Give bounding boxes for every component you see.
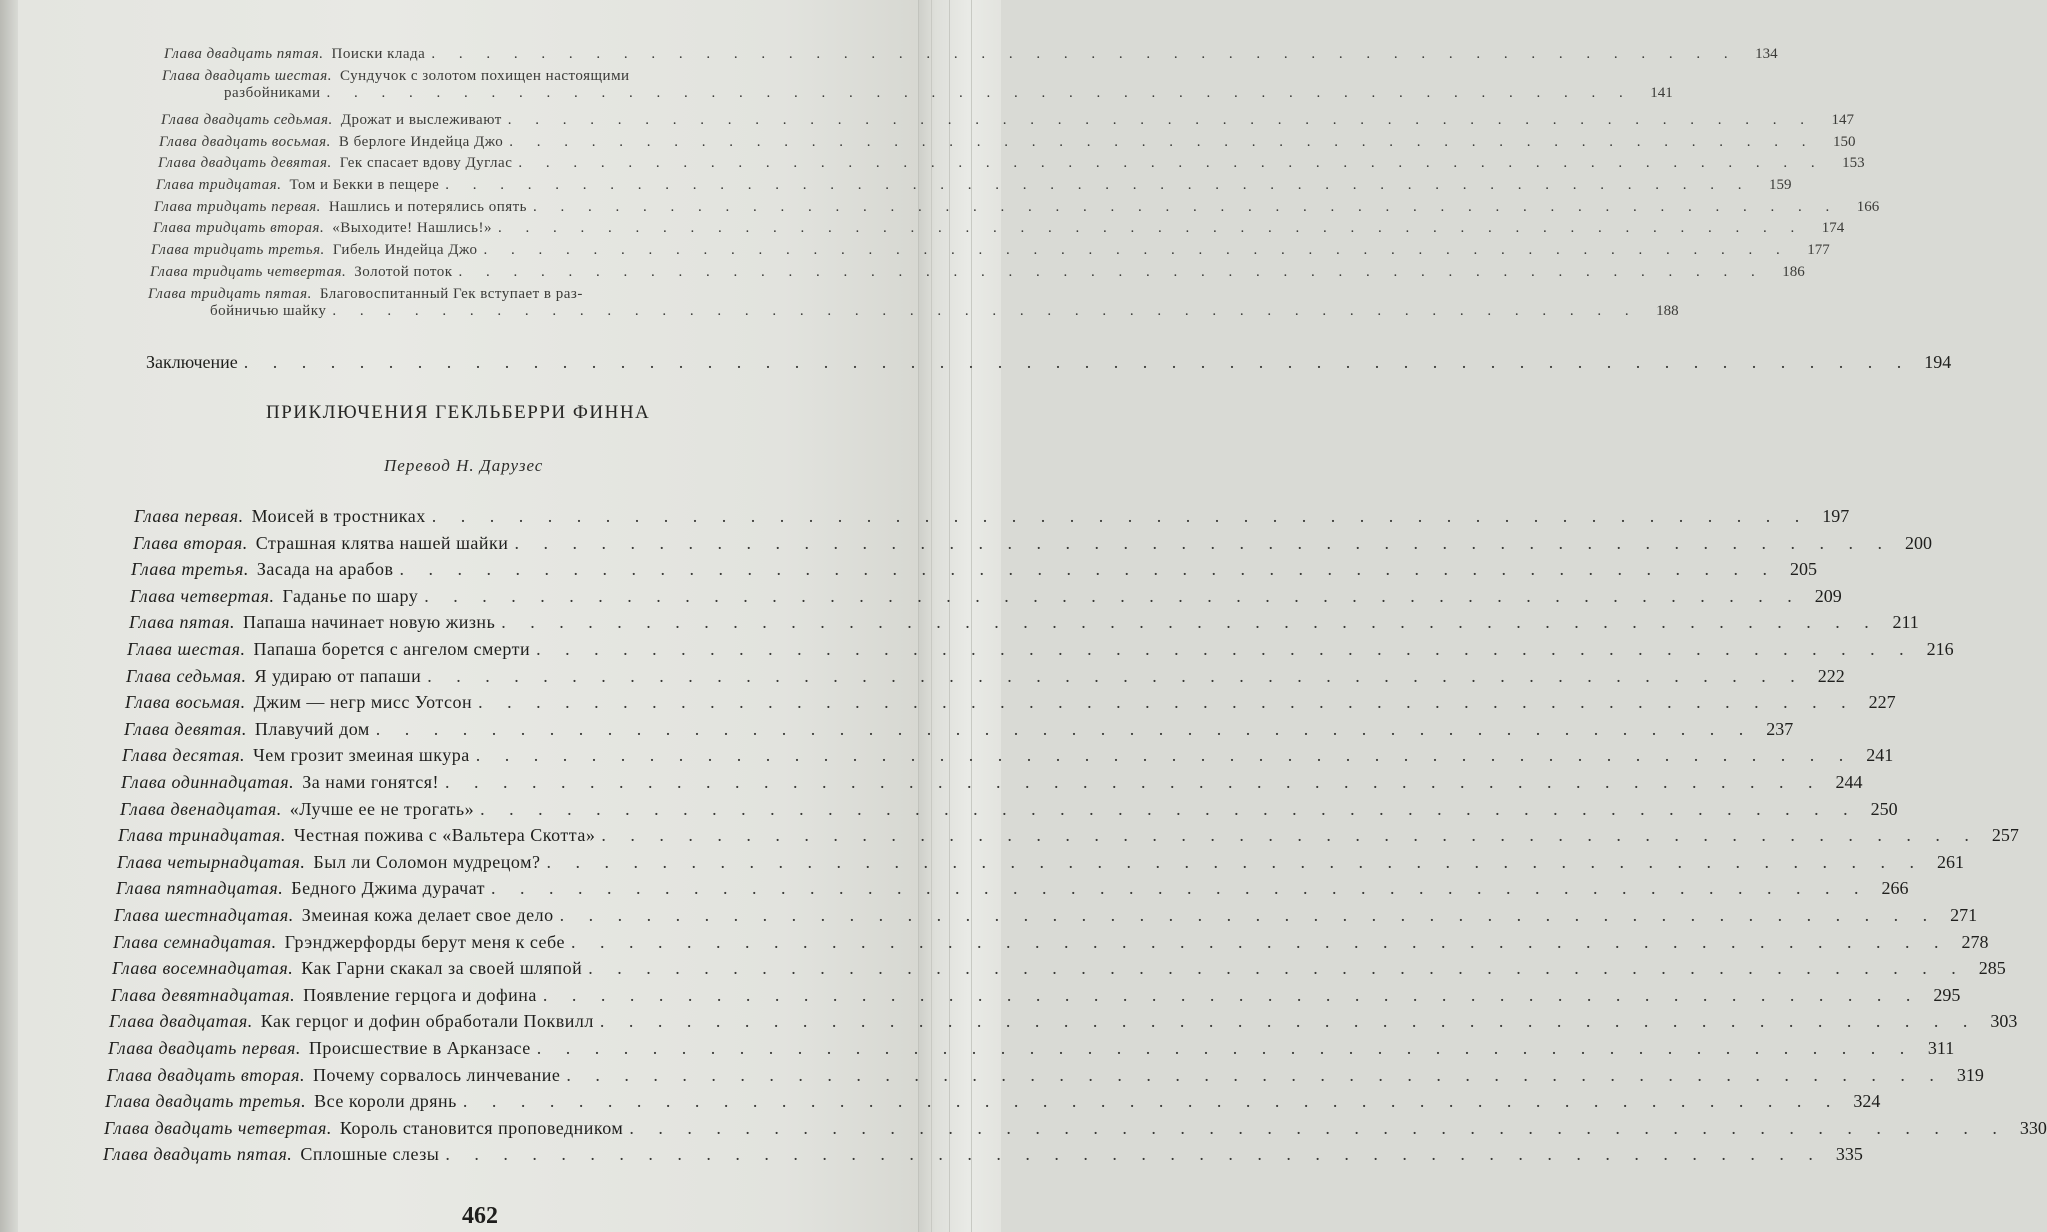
chapter-title: За нами гонятся! <box>302 772 440 792</box>
dot-leader: . . . . . . . . . . . . . . . . . . . . . . . . . . . . . . . . . . . . . . . . . . . . . . . . <box>497 220 1805 236</box>
chapter-label: Глава тридцать пятая. <box>148 286 312 302</box>
chapter-title: Честная пожива с «Вальтера Скотта» <box>293 825 596 845</box>
chapter-title: Благовоспитанный Гек вступает в раз- <box>319 286 583 302</box>
chapter-title: Король становится проповедником <box>339 1118 624 1138</box>
chapter-title: Дрожат и выслеживают <box>340 112 502 128</box>
page-ref: 227 <box>1868 692 1896 712</box>
page-ref: 241 <box>1866 745 1894 765</box>
conclusion-entry <box>146 352 1952 373</box>
chapter-entry <box>154 199 1880 216</box>
chapter-label: Глава четвертая. <box>130 586 275 606</box>
chapter-title: Страшная клятва нашей шайки <box>255 533 509 553</box>
chapter-entry <box>116 878 1909 899</box>
chapter-label: Глава двадцать третья. <box>105 1091 307 1111</box>
chapter-label: Глава четырнадцатая. <box>117 852 306 872</box>
chapter-label: Глава первая. <box>134 506 244 526</box>
chapter-label: Глава шестнадцатая. <box>114 905 294 925</box>
page-ref: 134 <box>1755 46 1778 62</box>
dot-leader: . . . . . . . . . . . . . . . . . . . . . . . . . . . . . . . . . . . . . . . . . . . . . . . . <box>475 745 1854 765</box>
chapter-label: Глава девятая. <box>124 719 247 739</box>
chapter-label: Глава седьмая. <box>126 666 247 686</box>
chapter-entry <box>111 985 1961 1006</box>
chapter-entry <box>130 586 1842 607</box>
dot-leader: . . . . . . . . . . . . . . . . . . . . . . . . . . . . . . . . . . . . . . . . . . . . . . . . <box>599 1011 1978 1031</box>
chapter-entry <box>129 612 1919 633</box>
chapter-label: Глава пятая. <box>129 612 235 632</box>
chapter-label: Глава семнадцатая. <box>113 932 277 952</box>
page-ref: 303 <box>1990 1011 2018 1031</box>
chapter-title: Поиски клада <box>331 46 426 62</box>
chapter-label: Глава девятнадцатая. <box>111 985 296 1005</box>
section-title: ПРИКЛЮЧЕНИЯ ГЕКЛЬБЕРРИ ФИННА <box>266 402 651 423</box>
page-ref: 261 <box>1936 852 1964 872</box>
chapter-entry <box>131 559 1817 580</box>
chapter-title: Чем грозит змеиная шкура <box>253 745 470 765</box>
chapter-title: Джим — негр мисс Уотсон <box>253 692 473 712</box>
chapter-title: Том и Бекки в пещере <box>289 177 440 193</box>
dot-leader: . . . . . . . . . . . . . . . . . . . . . . . . . . . . . . . . . . . . . . . . . . . . . . . . <box>566 1065 1944 1085</box>
chapter-entry <box>134 506 1850 527</box>
chapter-entry <box>122 745 1894 766</box>
page-ref: 319 <box>1956 1065 1984 1085</box>
dot-leader: . . . . . . . . . . . . . . . . . . . . . . . . . . . . . . . . . . . . . . . . . . . . . . . . <box>478 692 1856 712</box>
chapter-entry <box>159 134 1856 151</box>
chapter-entry <box>151 242 1830 259</box>
chapter-label: Глава двадцать пятая. <box>103 1144 293 1164</box>
chapter-entry <box>117 852 1964 873</box>
chapter-title: Как герцог и дофин обработали Поквилл <box>260 1011 594 1031</box>
page-ref: 205 <box>1789 559 1817 579</box>
dot-leader: . . . . . . . . . . . . . . . . . . . . . . . . . . . . . . . . . . . . . . . . . . . . . . . . <box>588 958 1966 978</box>
dot-leader: . . . . . . . . . . . . . . . . . . . . . . . . . . . . . . . . . . . . . . . . . . . . . . . . <box>480 799 1858 819</box>
chapter-label: Глава одиннадцатая. <box>121 772 295 792</box>
page-ref: 244 <box>1835 772 1863 792</box>
chapter-entry <box>114 905 1978 926</box>
page-ref: 147 <box>1831 112 1855 128</box>
page-ref: 335 <box>1835 1144 1863 1164</box>
chapter-title: Папаша начинает новую жизнь <box>243 612 496 632</box>
page-ref: 211 <box>1892 612 1919 632</box>
page-ref: 174 <box>1821 220 1845 236</box>
page-ref: 150 <box>1832 134 1856 150</box>
chapter-entry <box>112 958 2006 979</box>
chapter-title: Был ли Соломон мудрецом? <box>313 852 541 872</box>
chapter-title-continued: бойничью шайку <box>210 303 327 319</box>
chapter-label: Глава двадцать девятая. <box>158 155 332 171</box>
dot-leader: . . . . . . . . . . . . . . . . . . . . . . . . . . . . . . . . . . . . . . . . . . . . . . . . <box>445 1144 1823 1164</box>
page-ref: 285 <box>1978 958 2006 978</box>
chapter-entry <box>118 825 2019 846</box>
chapter-entry <box>126 666 1845 687</box>
chapter-title: Грэнджерфорды берут меня к себе <box>284 932 565 952</box>
chapter-label: Глава двадцать пятая. <box>164 46 324 62</box>
chapter-entry <box>103 1144 1863 1165</box>
page-ref: 330 <box>2019 1118 2047 1138</box>
chapter-label: Глава тридцать четвертая. <box>150 264 347 280</box>
chapter-label: Глава восемнадцатая. <box>112 958 294 978</box>
chapter-entry <box>133 533 1932 554</box>
page-ref: 200 <box>1904 533 1932 553</box>
page-ref: 209 <box>1814 586 1842 606</box>
page-ref: 166 <box>1856 199 1880 215</box>
dot-leader: . . . . . . . . . . . . . . . . . . . . . . . . . . . . . . . . . . . . . . . . . . . . . . . . <box>536 1038 1915 1058</box>
page-ref: 278 <box>1961 932 1989 952</box>
dot-leader: . . . . . . . . . . . . . . . . . . . . . . . . . . . . . . . . . . . . . . . . . . . . . . . . <box>501 612 1879 632</box>
dot-leader: . . . . . . . . . . . . . . . . . . . . . . . . . . . . . . . . . . . . . . . . . . . . . . . . <box>542 985 1921 1005</box>
chapter-label: Глава двадцать шестая. <box>162 68 332 84</box>
chapter-entry <box>107 1065 1984 1086</box>
chapter-label: Глава двадцать восьмая. <box>159 134 331 150</box>
chapter-label: Глава двадцать вторая. <box>107 1065 306 1085</box>
dot-leader: . . . . . . . . . . . . . . . . . . . . . . . . . . . . . . . . . . . . . . . . . . . . . . . . <box>546 852 1924 872</box>
page-ref: 250 <box>1870 799 1898 819</box>
dot-leader: . . . . . . . . . . . . . . . . . . . . . . . . . . . . . . . . . . . . . . . . . . . . . . . . <box>570 932 1949 952</box>
chapter-title: Засада на арабов <box>256 559 394 579</box>
chapter-title: Змеиная кожа делает свое дело <box>301 905 554 925</box>
chapter-label: Глава двадцать первая. <box>108 1038 301 1058</box>
chapter-title: Как Гарни скакал за своей шляпой <box>301 958 583 978</box>
chapter-entry <box>109 1011 2018 1032</box>
chapter-label: Глава двадцать четвертая. <box>104 1118 332 1138</box>
page-ref: 266 <box>1881 878 1909 898</box>
dot-leader: . . . . . . . . . . . . . . . . . . . . . . . . . . . . . . . . . . . . . . . . . . . . . . . . <box>431 46 1738 62</box>
page-ref: 271 <box>1950 905 1978 925</box>
chapter-label: Глава двадцатая. <box>109 1011 253 1031</box>
page-ref: 188 <box>1656 303 1679 319</box>
chapter-label: Глава вторая. <box>133 533 248 553</box>
chapter-title: Плавучий дом <box>254 719 370 739</box>
chapter-label: Глава двенадцатая. <box>120 799 282 819</box>
chapter-entry <box>124 719 1794 740</box>
page-ref: 324 <box>1853 1091 1881 1111</box>
chapter-title: «Лучше ее не трогать» <box>289 799 475 819</box>
page-ref: 216 <box>1926 639 1954 659</box>
page-ref: 311 <box>1927 1038 1955 1058</box>
chapter-entry <box>162 68 1673 102</box>
page-ref: 197 <box>1822 506 1850 526</box>
chapter-entry <box>120 799 1898 820</box>
chapter-label: Глава двадцать седьмая. <box>161 112 333 128</box>
dot-leader: . . . . . . . . . . . . . . . . . . . . . . . . . . . . . . . . . . . . . . . . . . . . . . . . <box>507 112 1815 128</box>
chapter-title: Моисей в тростниках <box>251 506 426 526</box>
chapter-title: Гаданье по шару <box>282 586 419 606</box>
chapter-label: Глава тридцать третья. <box>151 242 325 258</box>
chapter-title: Я удираю от папаши <box>254 666 422 686</box>
chapter-entry <box>104 1118 2047 1139</box>
dot-leader: . . . . . . . . . . . . . . . . . . . . . . . . . . . . . . . . . . . . . . . . . . . . . . . . <box>491 878 1869 898</box>
page-number: 462 <box>462 1203 498 1229</box>
chapter-entry <box>127 639 1954 660</box>
chapter-entry <box>150 264 1805 281</box>
chapter-entry <box>156 177 1792 194</box>
dot-leader: . . . . . . . . . . . . . . . . . . . . . . . . . . . . . . . . . . . . . . . . . . . . . . . . <box>399 559 1777 579</box>
page-ref: 177 <box>1807 242 1830 258</box>
chapter-entry <box>164 46 1778 63</box>
chapter-title-continued: разбойниками <box>224 85 321 101</box>
chapter-entry <box>108 1038 1955 1059</box>
page-ref: 237 <box>1766 719 1794 739</box>
chapter-label: Глава восьмая. <box>125 692 246 712</box>
chapter-entry <box>105 1091 1881 1112</box>
chapter-title: Бедного Джима дурачат <box>291 878 486 898</box>
translator-credit: Перевод Н. Дарузес <box>384 456 544 475</box>
chapter-label: Глава тридцать вторая. <box>153 220 325 236</box>
chapter-title: Гибель Индейца Джо <box>332 242 478 258</box>
dot-leader: . . . . . . . . . . . . . . . . . . . . . . . . . . . . . . . . . . . . . . . . . . . . . . . . <box>445 772 1823 792</box>
page-ref: 186 <box>1782 264 1805 280</box>
dot-leader: . . . . . . . . . . . . . . . . . . . . . . . . . . . . . . . . . . . . . . . . . . . . . . . . <box>431 506 1810 526</box>
chapter-title: Происшествие в Арканзасе <box>308 1038 531 1058</box>
chapter-title: Все короли дрянь <box>314 1091 457 1111</box>
dot-leader: . . . . . . . . . . . . . . . . . . . . . . . . . . . . . . . . . . . . . . . . . . . . . . . . <box>445 177 1752 193</box>
dot-leader: . . . . . . . . . . . . . . . . . . . . . . . . . . . . . . . . . . . . . . . . . . . . . . . . <box>483 242 1790 258</box>
chapter-entry <box>113 932 1989 953</box>
chapter-title: «Выходите! Нашлись!» <box>332 220 492 236</box>
chapter-label: Глава третья. <box>131 559 249 579</box>
conclusion-title: Заключение <box>146 352 238 372</box>
chapter-entry <box>125 692 1896 713</box>
chapter-label: Глава тридцать первая. <box>154 199 321 215</box>
chapter-entry <box>158 155 1865 172</box>
page-ref: 194 <box>1924 352 1952 372</box>
page-ref: 153 <box>1842 155 1865 171</box>
dot-leader: . . . . . . . . . . . . . . . . . . . . . . . . . . . . . . . . . . . . . . . . . . . . . . . . <box>509 134 1816 150</box>
page-ref: 257 <box>1991 825 2019 845</box>
chapter-title: Золотой поток <box>354 264 453 280</box>
dot-leader: . . . . . . . . . . . . . . . . . . . . . . . . . . . . . . . . . . . . . . . . . . . . . . . . <box>326 85 1633 101</box>
dot-leader: . . . . . . . . . . . . . . . . . . . . . . . . . . . . . . . . . . . . . . . . . . . . . . . . <box>332 303 1639 319</box>
chapter-title: Гек спасает вдову Дуглас <box>339 155 513 171</box>
dot-leader: . . . . . . . . . . . . . . . . . . . . . . . . . . . . . . . . . . . . . . . . . . . . . . . . <box>601 825 1979 845</box>
chapter-entry <box>153 220 1845 237</box>
chapter-entry <box>121 772 1863 793</box>
page-ref: 159 <box>1769 177 1792 193</box>
dot-leader: . . . . . . . . . . . . . . . . . . . . . . . . . . . . . . . . . . . . . . . . . . . . . . . . <box>424 586 1802 606</box>
chapter-title: Сундучок с золотом похищен настоящими <box>339 68 630 84</box>
dot-leader: . . . . . . . . . . . . . . . . . . . . . . . . . . . . . . . . . . . . . . . . . . . . . . . . <box>629 1118 2007 1138</box>
dot-leader: . . . . . . . . . . . . . . . . . . . . . . . . . . . . . . . . . . . . . . . . . . . . . . . . <box>514 533 1892 553</box>
page-ref: 295 <box>1933 985 1961 1005</box>
dot-leader: . . . . . . . . . . . . . . . . . . . . . . . . . . . . . . . . . . . . . . . . . . . . . . . . <box>518 155 1825 171</box>
chapter-label: Глава пятнадцатая. <box>116 878 284 898</box>
chapter-title: Папаша борется с ангелом смерти <box>253 639 531 659</box>
chapter-entry <box>161 112 1855 129</box>
chapter-label: Глава тринадцатая. <box>118 825 286 845</box>
page-ref: 222 <box>1817 666 1845 686</box>
chapter-title: Появление герцога и дофина <box>303 985 537 1005</box>
dot-leader: . . . . . . . . . . . . . . . . . . . . . . . . . . . . . . . . . . . . . . . . . . . . . . . . <box>458 264 1765 280</box>
chapter-label: Глава десятая. <box>122 745 246 765</box>
dot-leader: . . . . . . . . . . . . . . . . . . . . . . . . . . . . . . . . . . . . . . . . . . . . . . . . <box>559 905 1938 925</box>
dot-leader: . . . . . . . . . . . . . . . . . . . . . . . . . . . . . . . . . . . . . . . . . . . . . . . . <box>375 719 1754 739</box>
dot-leader: . . . . . . . . . . . . . . . . . . . . . . . . . . . . . . . . . . . . . . . . . . . . . . . . <box>462 1091 1841 1111</box>
dot-leader: . . . . . . . . . . . . . . . . . . . . . . . . . . . . . . . . . . . . . . . . . . . . . . . . . . . . . . . . . . <box>243 352 1912 372</box>
chapter-title: В берлоге Индейца Джо <box>338 134 504 150</box>
chapter-entry <box>148 286 1679 320</box>
page-ref: 141 <box>1650 85 1673 101</box>
chapter-label: Глава шестая. <box>127 639 246 659</box>
dot-leader: . . . . . . . . . . . . . . . . . . . . . . . . . . . . . . . . . . . . . . . . . . . . . . . . <box>427 666 1805 686</box>
chapter-title: Нашлись и потерялись опять <box>328 199 528 215</box>
chapter-title: Сплошные слезы <box>300 1144 440 1164</box>
dot-leader: . . . . . . . . . . . . . . . . . . . . . . . . . . . . . . . . . . . . . . . . . . . . . . . . <box>533 199 1840 215</box>
chapter-title: Почему сорвалось линчевание <box>313 1065 561 1085</box>
chapter-label: Глава тридцатая. <box>156 177 282 193</box>
dot-leader: . . . . . . . . . . . . . . . . . . . . . . . . . . . . . . . . . . . . . . . . . . . . . . . . <box>536 639 1914 659</box>
